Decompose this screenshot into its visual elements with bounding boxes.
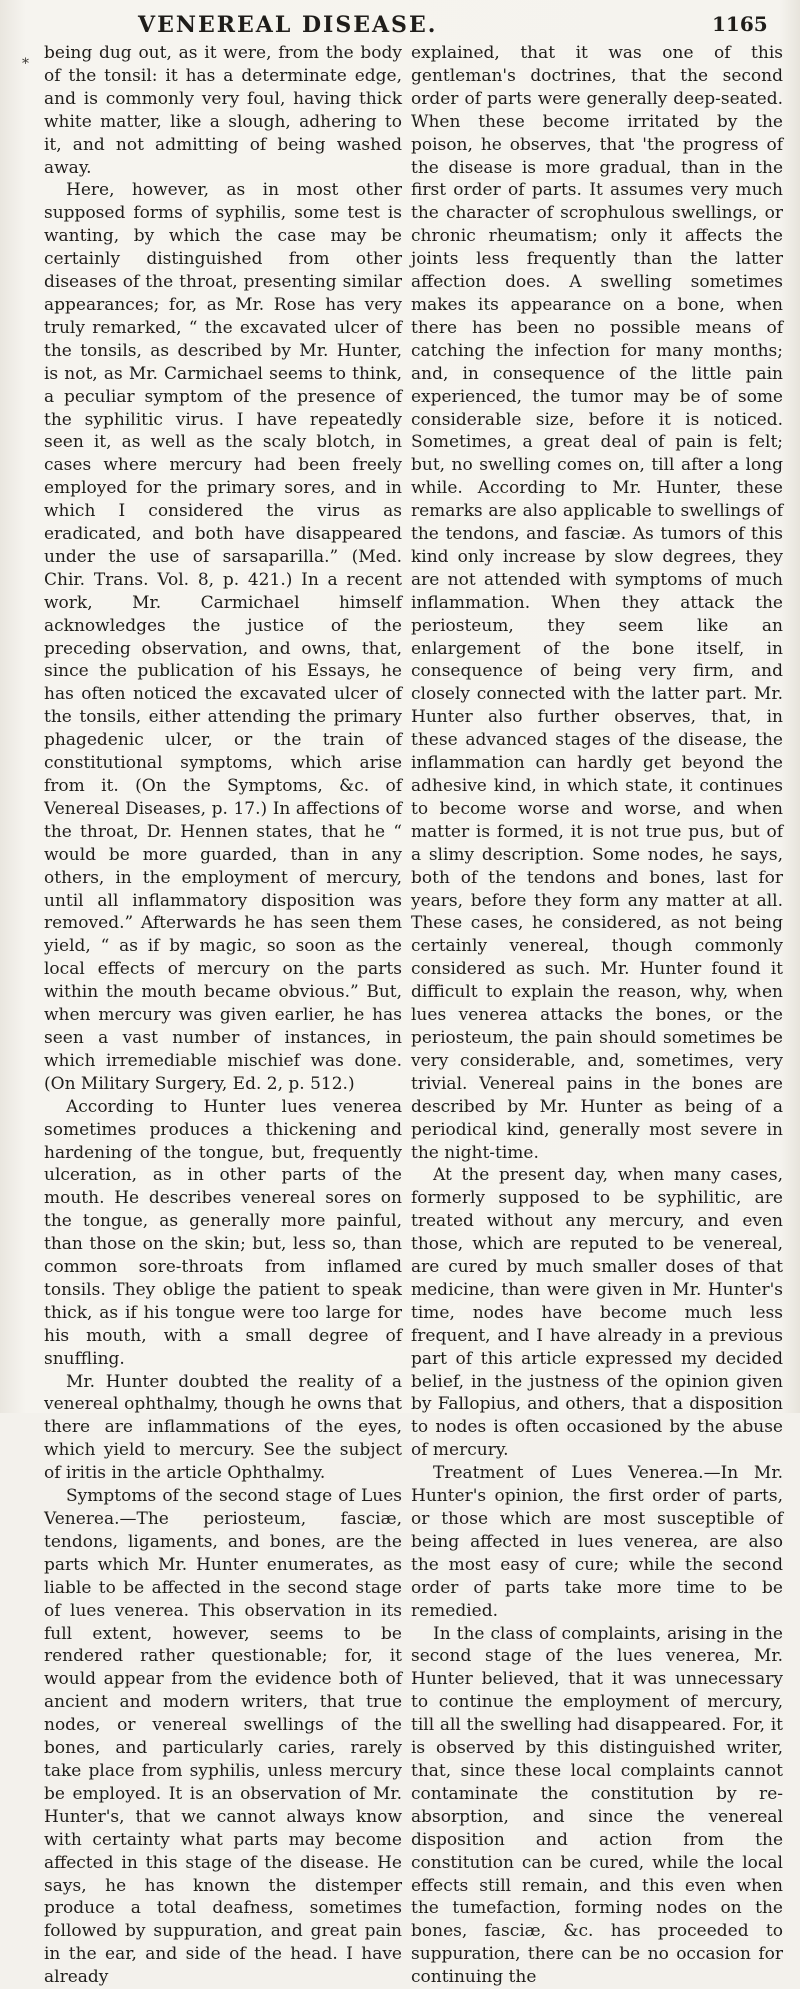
paragraph: At the present day, when many cases, formerly supposed to be syphilitic, are treated without any mercury, and even those, which are reputed to be venereal, are cured by much smaller doses of that medicine, than were given in Mr. Hunter's time, nodes have become much less frequent, and I have already in a previous part of this article expressed my decided belief, in the justness of the opinion given by Fallopius, and others, that a disposition to nodes is often occasioned by the abuse of mercury. — [411, 1165, 783, 1461]
running-title: VENEREAL DISEASE. — [138, 12, 438, 38]
margin-mark: * — [22, 56, 29, 72]
paragraph: being dug out, as it were, from the body of the tonsil: it has a determinate edge, and is commonly very foul, having thick white matter, like a slough, adhering to it, and not admitting of being washed away. — [44, 43, 402, 178]
left-column — [44, 42, 402, 1988]
right-column — [411, 42, 783, 1988]
page-number: 1165 — [712, 12, 768, 36]
paragraph: explained, that it was one of this gentleman's doctrines, that the second order of parts were generally deep-seated. When these become irritated by the poison, he observes, that 'the progress of the disease is more gradual, than in the first order of parts. It assumes very much the character of scrophulous swellings, or chronic rheumatism; only it affects the joints less frequently than the latter affection does. A swelling sometimes makes its appearance on a bone, when there has been no possible means of catching the infection for many months; and, in consequence of the little pain experienced, the tumor may be of some considerable size, before it is noticed. Sometimes, a great deal of pain is felt; but, no swelling comes on, till after a long while. According to Mr. Hunter, these remarks are also applicable to swellings of the tendons, and fasciæ. As tumors of this kind only increase by slow degrees, they are not attended with symptoms of much inflammation. When they attack the periosteum, they seem like an enlargement of the bone itself, in consequence of being very firm, and closely connected with the latter part. Mr. Hunter also further observes, that, in these advanced stages of the disease, the inflammation can hardly get beyond the adhesive kind, in which state, it continues to become worse and worse, and when matter is formed, it is not true pus, but of a slimy description. Some nodes, he says, both of the tendons and bones, last for years, before they form any matter at all. These cases, he considered, as not being certainly venereal, though commonly considered as such. Mr. Hunter found it difficult to explain the reason, why, when lues venerea attacks the bones, or the periosteum, the pain should sometimes be very considerable, and, sometimes, very trivial. Venereal pains in the bones are described by Mr. Hunter as being of a periodical kind, generally most severe in the night-time. — [411, 43, 783, 1163]
paragraph: In the class of complaints, arising in the second stage of the lues venerea, Mr. Hunter believed, that it was unnecessary to continue the employment of mercury, till all the swelling had disappeared. For, it is observed by this distinguished writer, that, since these local complaints cannot contaminate the constitution by re-absorption, and since the venereal disposition and action from the constitution can be cured, while the local effects still remain, and this even when the tumefaction, forming nodes on the bones, fasciæ, &c. has proceeded to suppuration, there can be no occasion for continuing the — [411, 1623, 783, 1988]
paragraph: Here, however, as in most other supposed forms of syphilis, some test is wanting, by which the case may be certainly distinguished from other diseases of the throat, presenting similar appearances; for, as Mr. Rose has very truly remarked, “ the excavated ulcer of the tonsils, as described by Mr. Hunter, is not, as Mr. Carmichael seems to think, a peculiar symptom of the presence of the syphilitic virus. I have repeatedly seen it, as well as the scaly blotch, in cases where mercury had been freely employed for the primary sores, and in which I considered the virus as eradicated, and both have disappeared under the use of sarsaparilla.” (Med. Chir. Trans. Vol. 8, p. 421.) In a recent work, Mr. Carmichael himself acknowledges the justice of the preceding observation, and owns, that, since the publication of his Essays, he has often noticed the excavated ulcer of the tonsils, either attending the primary phagedenic ulcer, or the train of constitutional symptoms, which arise from it. (On the Symptoms, &c. of Venereal Diseases, p. 17.) In affections of the throat, Dr. Hennen states, that he “ would be more guarded, than in any others, in the employment of mercury, until all inflammatory disposition was removed.” Afterwards he has seen them yield, “ as if by magic, so soon as the local effects of mercury on the parts within the mouth became obvious.” But, when mercury was given earlier, he has seen a vast number of instances, in which irremediable mischief was done. (On Military Surgery, Ed. 2, p. 512.) — [44, 180, 402, 1094]
paragraph: According to Hunter lues venerea sometimes produces a thickening and hardening of the tongue, but, frequently ulceration, as in other parts of the mouth. He describes venereal sores on the tongue, as generally more painful, than those on the skin; but, less so, than common sore-throats from inflamed tonsils. They oblige the patient to speak thick, as if his tongue were too large for his mouth, with a small degree of snuffling. — [44, 1096, 402, 1369]
paragraph: Symptoms of the second stage of Lues Venerea.—The periosteum, fasciæ, tendons, ligaments, and bones, are the parts which Mr. Hunter enumerates, as liable to be affected in the second stage of lues venerea. This observation in its full extent, however, seems to be rendered rather questionable; for, it would appear from the evidence both of ancient and modern writers, that true nodes, or venereal swellings of the bones, and particularly caries, rarely take place from syphilis, unless mercury be employed. It is an observation of Mr. Hunter's, that we cannot always know with certainty what parts may become affected in this stage of the disease. He says, he has known the distemper produce a total deafness, sometimes followed by suppuration, and great pain in the ear, and side of the head. I have already — [44, 1486, 402, 1988]
page-header — [0, 10, 800, 40]
paragraph: Treatment of Lues Venerea.—In Mr. Hunter's opinion, the first order of parts, or those which are most susceptible of being affected in lues venerea, are also the most easy of cure; while the second order of parts take more time to be remedied. — [411, 1463, 783, 1621]
paragraph: Mr. Hunter doubted the reality of a venereal ophthalmy, though he owns that there are inflammations of the eyes, which yield to mercury. See the subject of iritis in the article Ophthalmy. — [44, 1371, 402, 1484]
